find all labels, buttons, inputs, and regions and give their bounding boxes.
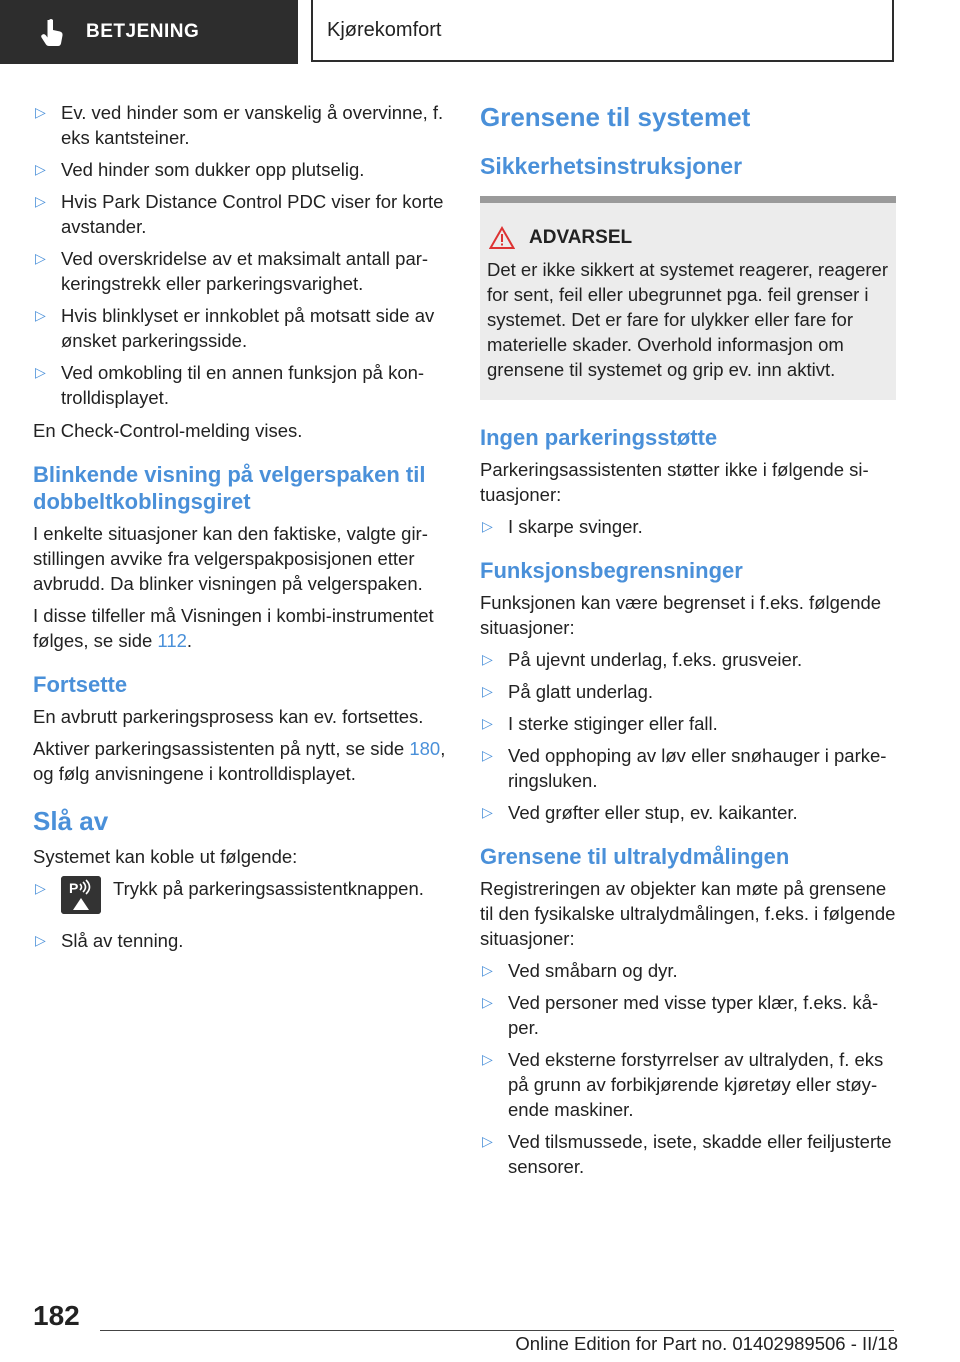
- triangle-bullet-icon: ▷: [482, 747, 493, 763]
- list-item: ▷ Ved overskridelse av et maksimalt antall parkeringstrekk eller parkeringsvarighet.: [35, 248, 429, 294]
- footer-divider: [100, 1330, 894, 1331]
- triangle-bullet-icon: ▷: [482, 962, 493, 978]
- list-item: ▷ Ved småbarn og dyr.: [482, 960, 678, 981]
- right-column: [480, 102, 896, 1187]
- list-item: ▷ Ved tilsmussede, isete, skadde eller feiljusterte sensorer.: [482, 1131, 892, 1177]
- triangle-bullet-icon: ▷: [35, 250, 46, 266]
- triangle-bullet-icon: ▷: [35, 161, 46, 177]
- triangle-bullet-icon: ▷: [482, 1051, 493, 1067]
- warning-triangle-icon: [489, 226, 515, 250]
- sla-av-list: [33, 876, 447, 953]
- list-item: ▷ I sterke stiginger eller fall.: [482, 713, 718, 734]
- funk-list: [480, 647, 896, 825]
- triangle-bullet-icon: ▷: [482, 1133, 493, 1149]
- fortsette-paragraph-2: Aktiver parkeringsassistenten på nytt, se side 180, og følg anvisningene i kontrolldisplayet.: [33, 738, 446, 784]
- chapter-header: [311, 0, 894, 62]
- sla-av-heading: Slå av: [33, 806, 109, 836]
- fortsette-heading: Fortsette: [33, 672, 128, 697]
- list-item: ▷ Hvis Park Distance Control PDC viser for korte avstander.: [35, 191, 444, 237]
- triangle-bullet-icon: ▷: [35, 307, 46, 323]
- list-item: ▷ I skarpe svinger.: [482, 516, 643, 537]
- triangle-bullet-icon: ▷: [35, 104, 46, 120]
- list-item: ▷ Ved personer med visse typer klær, f.eks. kåper.: [482, 992, 879, 1038]
- ingen-list: [480, 514, 896, 539]
- page-ref-link[interactable]: 180: [409, 738, 441, 759]
- ultra-text: Registreringen av objekter kan møte på grensene til den fysikalske ultralydmålingen, f.eks. i følgende situasjoner:: [480, 878, 896, 949]
- hand-pointer-icon: [38, 17, 68, 47]
- triangle-bullet-icon: ▷: [482, 994, 493, 1010]
- safety-heading: Sikkerhetsinstruksjoner: [480, 153, 743, 179]
- page-number: 182: [33, 1300, 80, 1331]
- section-label: BETJENING: [86, 21, 200, 42]
- triangle-bullet-icon: ▷: [35, 364, 46, 380]
- list-item: ▷ Ved grøfter eller stup, ev. kaikanter.: [482, 802, 798, 823]
- ingen-heading: Ingen parkeringsstøtte: [480, 425, 718, 450]
- triangle-bullet-icon: ▷: [35, 193, 46, 209]
- ultra-heading: Grensene til ultralydmålingen: [480, 844, 790, 869]
- list-item: ▷ På ujevnt underlag, f.eks. grusveier.: [482, 649, 803, 670]
- funk-text: Funksjonen kan være begrenset i f.eks. følgende situasjoner:: [480, 592, 882, 638]
- blink-heading: Blinkende visning på velgerspaken til dobbeltkoblingsgiret: [33, 462, 426, 514]
- warning-box: [480, 196, 896, 400]
- page-ref-link[interactable]: 112: [157, 630, 187, 651]
- list-item: ▷ Hvis blinklyset er innkoblet på motsatt side av ønsket parkeringsside.: [35, 305, 435, 351]
- triangle-bullet-icon: ▷: [482, 651, 493, 667]
- list-item: ▷ Ved eksterne forstyrrelser av ultralyden, f. eks på grunn av forbikjørende kjøretøy eller støyende maskiner.: [482, 1049, 884, 1120]
- warning-title: ADVARSEL: [487, 225, 888, 250]
- list-item: ▷ Ved opphoping av løv eller snøhauger i parkeringsluken.: [482, 745, 887, 791]
- triangle-bullet-icon: ▷: [35, 932, 46, 948]
- check-control-text: En Check-Control-melding vises.: [33, 420, 303, 441]
- interruption-list: [33, 100, 447, 410]
- chapter-label: Kjørekomfort: [327, 18, 442, 41]
- limits-heading: Grensene til systemet: [480, 102, 751, 132]
- funk-heading: Funksjonsbegrensninger: [480, 558, 743, 583]
- blink-paragraph-2: I disse tilfeller må Visningen i kombi-instrumentet følges, se side 112.: [33, 605, 434, 651]
- triangle-bullet-icon: ▷: [482, 518, 493, 534]
- list-item: ▷ Slå av tenning.: [35, 930, 184, 951]
- sla-av-intro: Systemet kan koble ut følgende:: [33, 846, 298, 867]
- list-item: ▷ På glatt underlag.: [482, 681, 654, 702]
- park-assist-button-icon: [61, 876, 101, 914]
- blink-paragraph-1: I enkelte situasjoner kan den faktiske, valgte girstillingen avvike fra velgerspakposisjonen etter avbrudd. Da blinker visningen på velgerspaken.: [33, 523, 428, 594]
- list-item: ▷ Ved omkobling til en annen funksjon på kontrolldisplayet.: [35, 362, 425, 408]
- list-item: ▷ Ev. ved hinder som er vanskelig å overvinne, f. eks kantsteiner.: [35, 102, 444, 148]
- triangle-bullet-icon: ▷: [482, 804, 493, 820]
- triangle-bullet-icon: ▷: [482, 715, 493, 731]
- section-header: [0, 0, 298, 64]
- fortsette-paragraph-1: En avbrutt parkeringsprosess kan ev. fortsettes.: [33, 706, 424, 727]
- left-column: [33, 100, 447, 961]
- triangle-bullet-icon: ▷: [482, 683, 493, 699]
- warning-text: Det er ikke sikkert at systemet reagerer, reagerer for sent, feil eller ubegrunnet pga. feil grenser i systemet. Det er fare for ulykker eller fare for materielle skader. Overhold informasjon om grensene til systemet og grip ev. inn aktivt.: [487, 259, 888, 380]
- footer-edition: Online Edition for Part no. 01402989506 - II/18: [515, 1333, 898, 1354]
- ultra-list: [480, 958, 896, 1179]
- list-item: ▷ Ved hinder som dukker opp plutselig.: [35, 159, 365, 180]
- triangle-bullet-icon: ▷: [35, 880, 46, 896]
- ingen-text: Parkeringsassistenten støtter ikke i følgende situasjoner:: [480, 459, 869, 505]
- list-item: ▷ P Trykk på parkeringsassistentknappen.: [33, 876, 447, 914]
- svg-text:P: P: [69, 880, 79, 896]
